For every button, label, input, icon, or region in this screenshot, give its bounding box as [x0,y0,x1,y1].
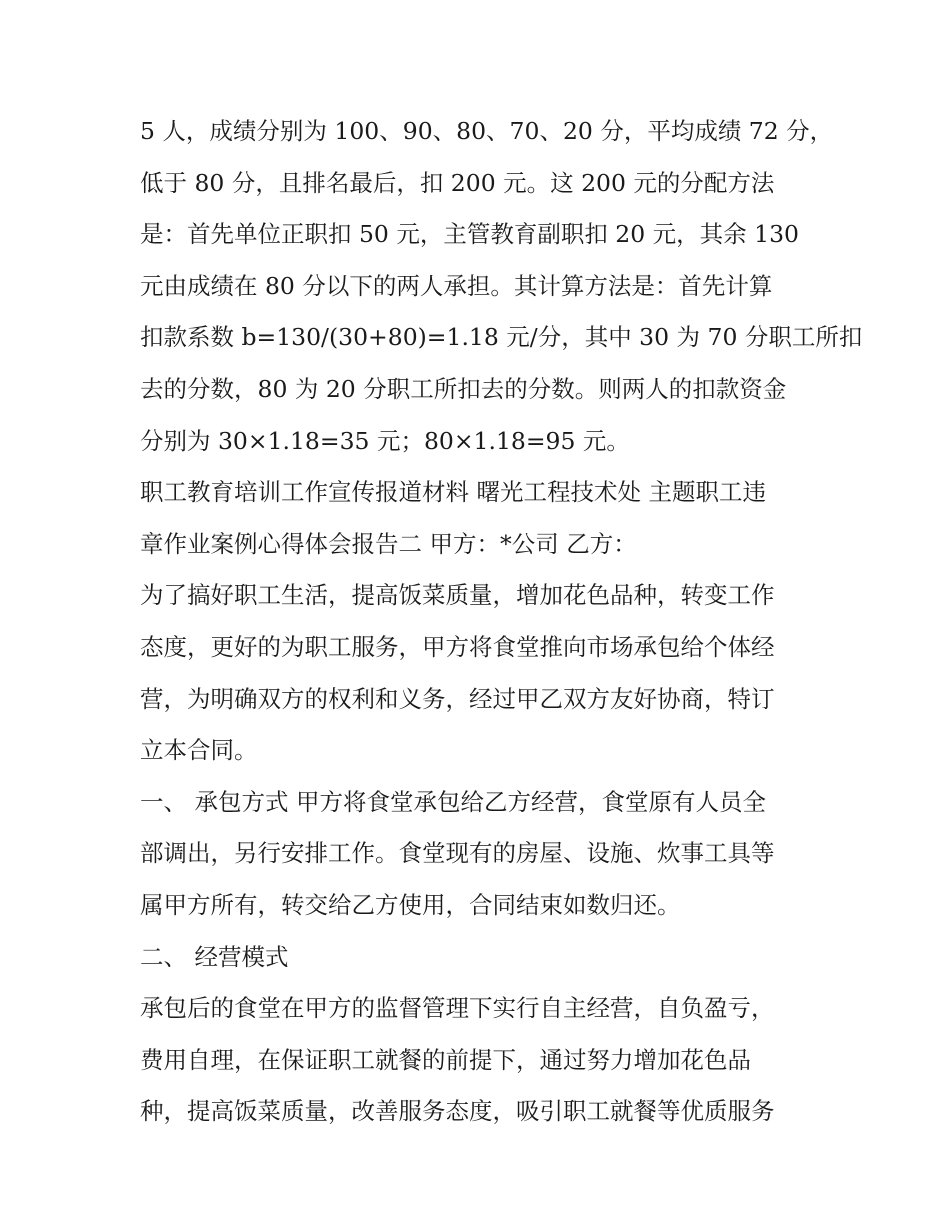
text-line: 承包后的食堂在甲方的监督管理下实行自主经营，自负盈亏， [140,994,775,1023]
text-line: 立本合同。 [140,736,258,765]
text-line: 5 人，成绩分别为 100、90、80、70、20 分，平均成绩 72 分， [140,117,834,145]
text-line: 元由成绩在 80 分以下的两人承担。其计算方法是：首先计算 [140,271,773,300]
text-line: 部调出，另行安排工作。食堂现有的房屋、设施、炊事工具等 [140,839,775,868]
text-line: 职工教育培训工作宣传报道材料 曙光工程技术处 主题职工违 [140,478,766,507]
section-heading: 二、 经营模式 [140,942,289,971]
text-line: 营，为明确双方的权利和义务，经过甲乙双方友好协商，特订 [140,684,775,713]
text-line: 为了搞好职工生活，提高饭菜质量，增加花色品种，转变工作 [140,581,775,610]
text-line: 种，提高饭菜质量，改善服务态度，吸引职工就餐等优质服务 [140,1097,775,1126]
text-line: 属甲方所有，转交给乙方使用，合同结束如数归还。 [140,890,681,919]
text-line: 章作业案例心得体会报告二 甲方：*公司 乙方： [140,529,637,558]
text-line: 是：首先单位正职扣 50 元，主管教育副职扣 20 元，其余 130 [140,220,800,249]
text-line: 费用自理，在保证职工就餐的前提下，通过努力增加花色品 [140,1045,751,1074]
text-line: 分别为 30×1.18=35 元；80×1.18=95 元。 [140,426,630,455]
section-heading: 一、 承包方式 甲方将食堂承包给乙方经营，食堂原有人员全 [140,787,766,816]
text-line: 态度，更好的为职工服务，甲方将食堂推向市场承包给个体经 [140,632,775,661]
text-line: 去的分数，80 为 20 分职工所扣去的分数。则两人的扣款资金 [140,374,787,403]
text-line: 低于 80 分，且排名最后，扣 200 元。这 200 元的分配方法 [140,168,775,197]
text-line: 扣款系数 b=130/(30+80)=1.18 元/分，其中 30 为 70 分职工所扣 [140,323,863,352]
document-body [140,106,863,1138]
